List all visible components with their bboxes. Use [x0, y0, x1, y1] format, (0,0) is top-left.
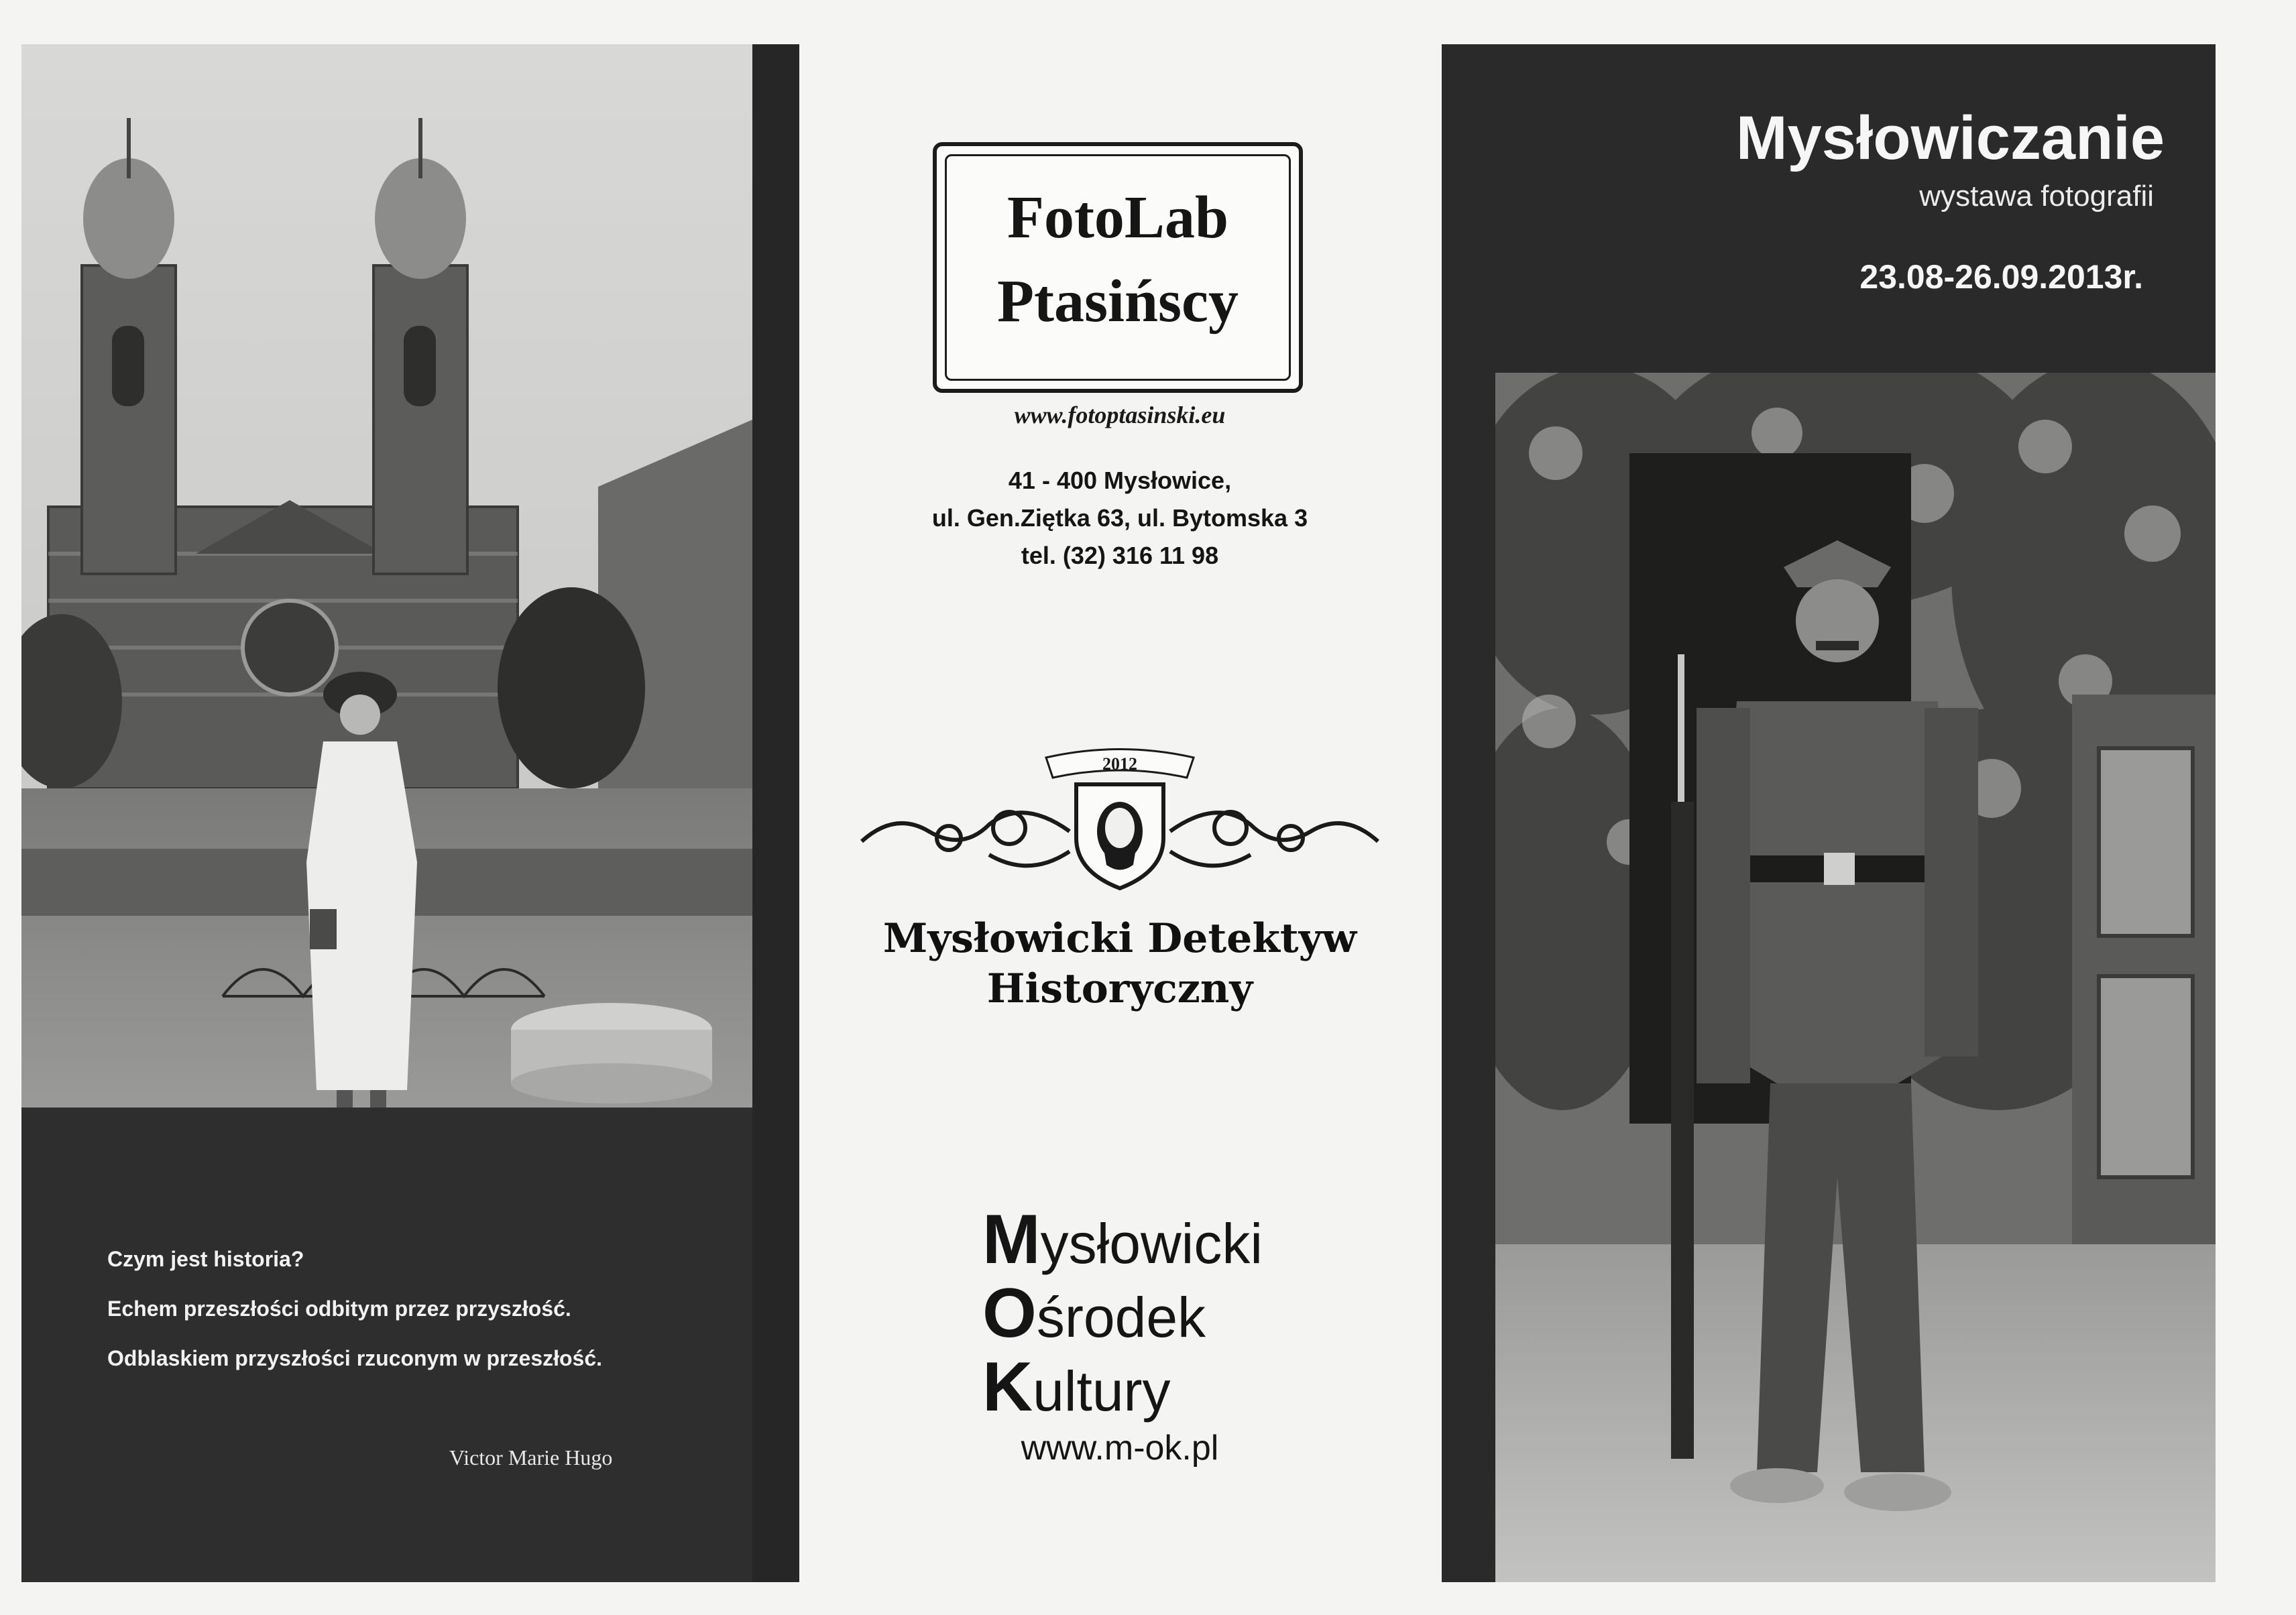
quote-line: Czym jest historia?: [107, 1247, 304, 1271]
middle-panel: [801, 0, 1438, 1615]
address-line: ul. Gen.Ziętka 63, ul. Bytomska 3: [931, 504, 1308, 532]
logo-text: Mysłowicki Detektyw: [882, 915, 1357, 962]
phone-line: tel. (32) 316 11 98: [1021, 542, 1219, 569]
mok-website-link[interactable]: www.m-ok.pl: [1021, 1429, 1219, 1468]
quote-line: Echem przeszłości odbitym przez przyszłość.: [107, 1297, 571, 1321]
mok-word: ultury: [1033, 1360, 1171, 1423]
fotolab-name: Ptasińscy: [997, 268, 1239, 335]
detective-logo: [855, 737, 1385, 1019]
logo-year: 2012: [1102, 754, 1137, 774]
mok-initial: O: [982, 1274, 1037, 1352]
mok-word: ysłowicki: [1040, 1212, 1263, 1275]
mok-line: [982, 1274, 1206, 1354]
exhibition-dates: 23.08-26.09.2013r.: [1859, 258, 2143, 296]
mok-initial: M: [982, 1201, 1041, 1278]
soldier-photo: [1495, 373, 2216, 1582]
fold-strip: [752, 44, 799, 1582]
fotolab-logo: [933, 142, 1303, 393]
mok-line: [982, 1348, 1171, 1427]
logo-text: Historyczny: [986, 965, 1253, 1012]
exhibition-subtitle: wystawa fotografii: [1919, 180, 2154, 213]
fotolab-name: FotoLab: [1007, 184, 1229, 251]
mok-initial: K: [982, 1348, 1033, 1426]
quote-line: Odblaskiem przyszłości rzuconym w przeszłość.: [107, 1346, 603, 1370]
mok-line: [982, 1200, 1263, 1280]
address-line: 41 - 400 Mysłowice,: [1008, 467, 1232, 494]
fotolab-website-link[interactable]: www.fotoptasinski.eu: [1014, 402, 1226, 428]
hugo-quote: [107, 1234, 602, 1383]
right-panel: [1442, 44, 2216, 1582]
left-panel: [21, 44, 799, 1582]
mok-word: środek: [1036, 1286, 1206, 1349]
exhibition-title: Mysłowiczanie: [1735, 104, 2165, 172]
synagogue-photo: [21, 44, 752, 1108]
quote-author: Victor Marie Hugo: [449, 1445, 613, 1470]
